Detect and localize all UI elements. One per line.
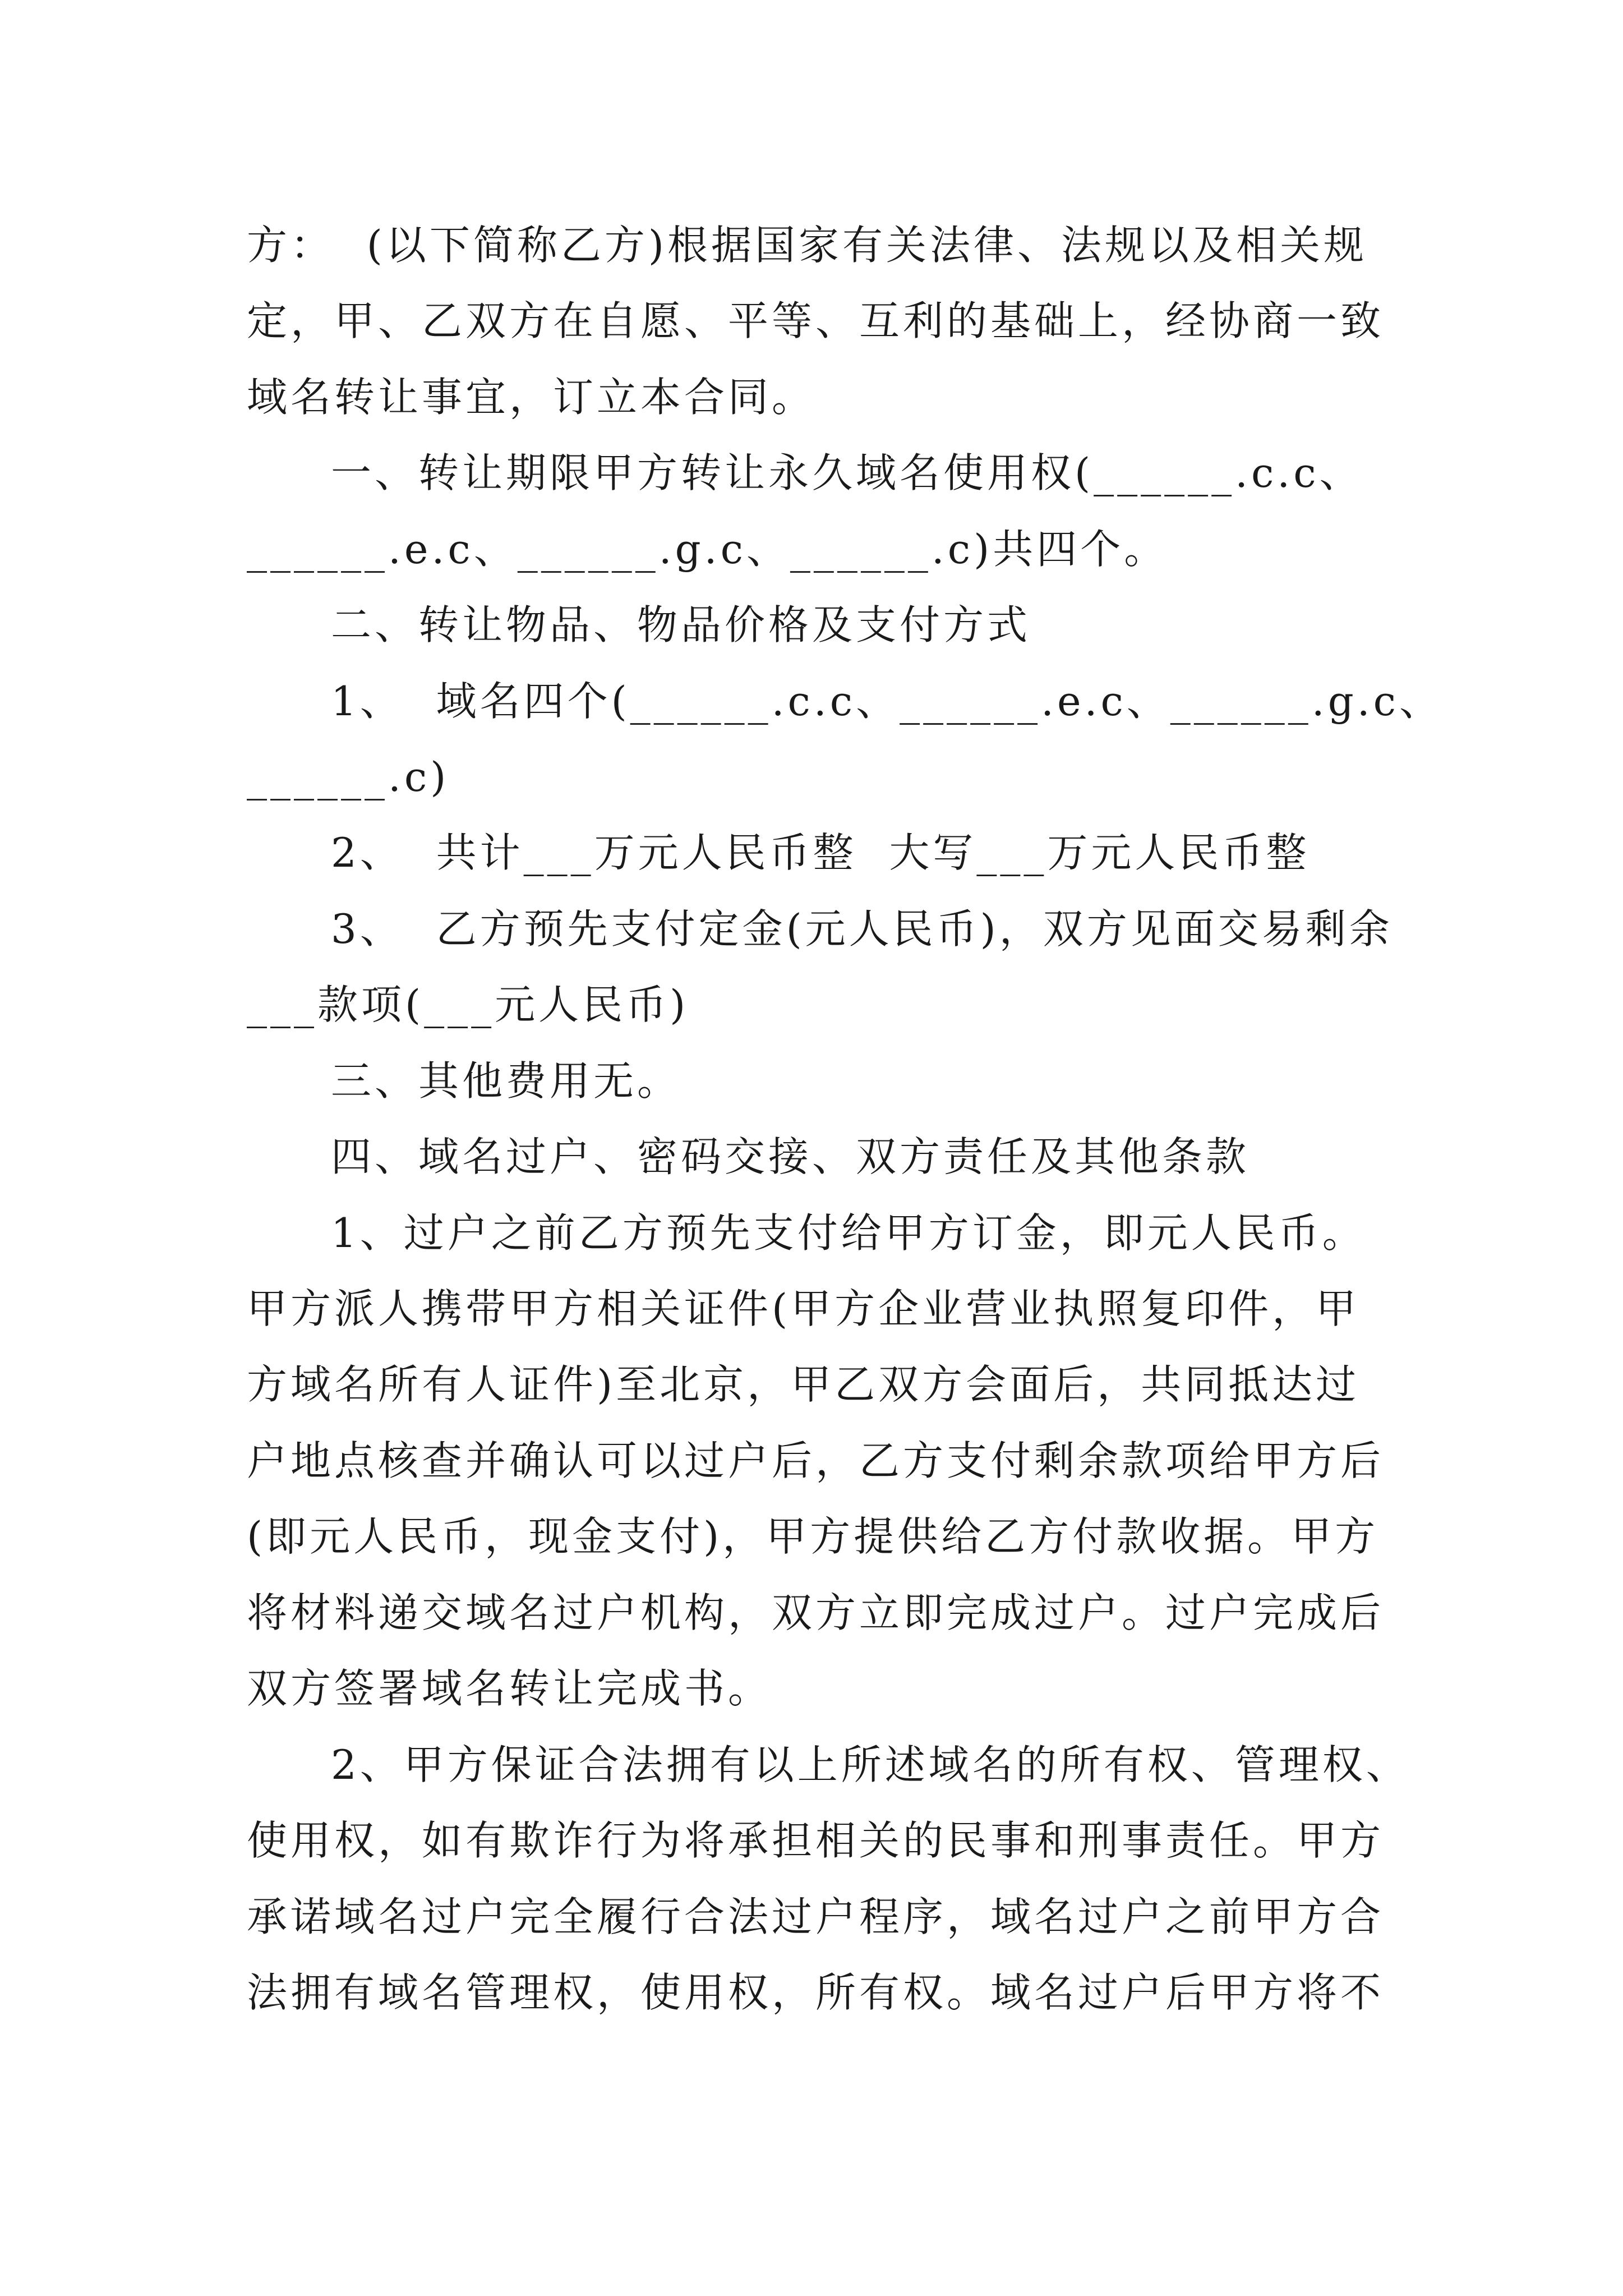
- clause-heading: 三、其他费用无。: [331, 1057, 681, 1105]
- text-line: 甲方派人携带甲方相关证件(甲方企业营业执照复印件，甲: [247, 1285, 1360, 1332]
- clause-heading: 二、转让物品、物品价格及支付方式: [331, 601, 1031, 648]
- clause-heading: 四、域名过户、密码交接、双方责任及其他条款: [331, 1133, 1250, 1180]
- text-line: ______.e.c、______.g.c、______.c)共四个。: [247, 526, 1168, 573]
- list-item: 1、过户之前乙方预先支付给甲方订金，即元人民币。: [331, 1209, 1366, 1257]
- text-line: 承诺域名过户完全履行合法过户程序，域名过户之前甲方合: [247, 1893, 1385, 1940]
- text-line: ______.c): [247, 753, 450, 800]
- text-line: 法拥有域名管理权，使用权，所有权。域名过户后甲方将不: [247, 1969, 1385, 2016]
- text-line: 将材料递交域名过户机构，双方立即完成过户。过户完成后: [247, 1589, 1385, 1636]
- list-item: 2、 共计___万元人民币整 大写___万元人民币整: [331, 829, 1310, 876]
- list-item: 2、甲方保证合法拥有以上所述域名的所有权、管理权、: [331, 1741, 1410, 1788]
- text-line: 双方签署域名转让完成书。: [247, 1665, 772, 1712]
- text-line: 定，甲、乙双方在自愿、平等、互利的基础上，经协商一致: [247, 297, 1385, 344]
- clause-heading: 一、转让期限甲方转让永久域名使用权(______.c.c、: [331, 449, 1363, 496]
- text-line: ___款项(___元人民币): [247, 981, 689, 1028]
- text-line: 方： (以下简称乙方)根据国家有关法律、法规以及相关规: [247, 222, 1367, 269]
- text-line: 使用权，如有欺诈行为将承担相关的民事和刑事责任。甲方: [247, 1817, 1385, 1864]
- text-line: 户地点核查并确认可以过户后，乙方支付剩余款项给甲方后: [247, 1437, 1385, 1484]
- text-line: 域名转让事宜，订立本合同。: [247, 374, 816, 421]
- list-item: 3、 乙方预先支付定金(元人民币)，双方见面交易剩余: [331, 905, 1393, 953]
- list-item: 1、 域名四个(______.c.c、______.e.c、______.g.c、: [331, 678, 1443, 725]
- text-line: 方域名所有人证件)至北京，甲乙双方会面后，共同抵达过: [247, 1361, 1360, 1408]
- text-line: (即元人民币，现金支付)，甲方提供给乙方付款收据。甲方: [247, 1513, 1379, 1560]
